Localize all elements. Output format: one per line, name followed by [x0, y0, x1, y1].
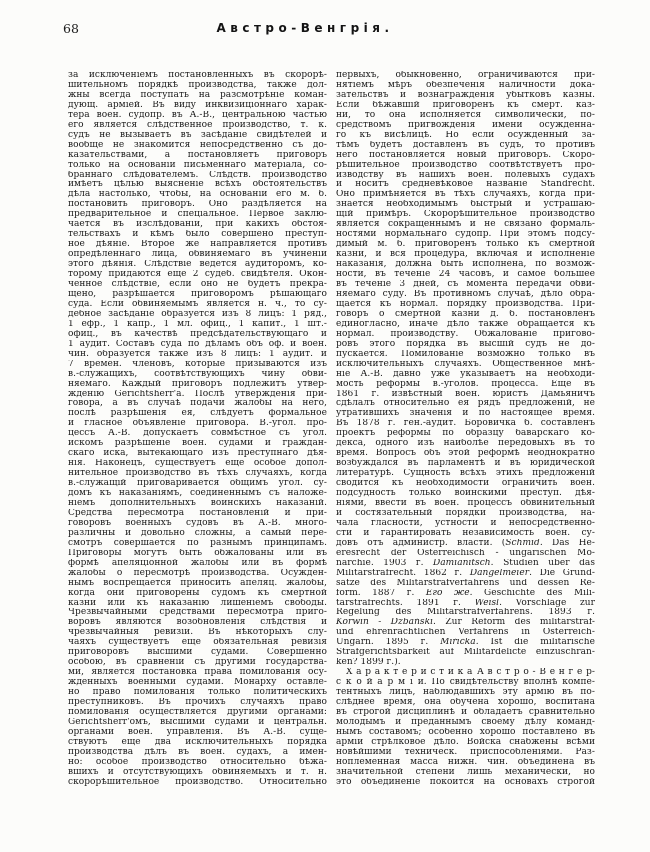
text-line: искомъ разрѣшеніе воен. судами и граждан- — [68, 439, 327, 449]
right-column — [336, 71, 595, 788]
text-line: Ungarn. 1895 г. Miřička. Ist die militärische — [336, 638, 595, 648]
text-line: молодымъ и преданнымъ своему дѣлу команд- — [336, 717, 595, 727]
text-line: формѣ апеляціонной жалобы или въ формѣ — [68, 558, 327, 568]
text-line: предварительное и спеціальное. Первое заклю- — [68, 210, 327, 220]
text-line: въ строгой дисциплинѣ и обладаетъ сравнительно — [336, 708, 595, 717]
text-line: жденію Gerichtsherr'a. Послѣ утвержденія при- — [68, 389, 327, 399]
text-line: Korwin - Dzbański. Zur Reform des militärstraf- — [336, 618, 595, 628]
text-line: 7 времен. членовъ, которые призываются изъ — [68, 359, 327, 369]
text-line: значительной степени лишь механически, но — [336, 767, 595, 777]
text-line: Средства пересмотра постановленій и при- — [68, 508, 327, 518]
text-line: въ теченіе 3 дней, съ момента передачи обви- — [336, 280, 595, 290]
text-line: Х а р а к т е р и с т и к а А в с т р о - В е н г е р- — [346, 668, 595, 678]
text-line: ми, является постановка права помилованія осу- — [68, 668, 327, 678]
text-line: изводству въ нашихъ воен. полевыхъ судахъ — [336, 170, 595, 180]
text-line: сдѣлалъ относительно ея рядъ предложеній, не — [336, 399, 595, 409]
text-line: цессъ А.-В. допускаетъ совмѣстное съ угол. — [68, 429, 327, 439]
text-line: Оно примѣняется въ тѣхъ случаяхъ, когда при- — [336, 190, 595, 200]
text-line: нятіемъ мѣръ обезпеченія наличности дока- — [336, 80, 595, 90]
text-line: ken? 1899 г.). — [336, 658, 401, 668]
text-line: преступниковъ. Въ прочихъ случаяхъ право — [68, 698, 327, 708]
text-line: 1861 г. извѣстный воен. юристъ Дамьяничъ — [336, 389, 595, 399]
text-line: и гласное объявленіе приговора. В.-угол. про- — [68, 419, 327, 429]
text-line: производства дѣлъ въ воен. судахъ, а имен- — [68, 747, 327, 757]
text-line: помилованія осуществляется другими органами: — [68, 708, 327, 717]
text-line: только на основаніи письменнаго матеріала, со- — [68, 160, 327, 170]
text-line: домъ къ наказаніямъ, соединеннымъ съ наложе- — [68, 489, 327, 499]
text-line: постановить приговоръ. Оно раздѣляется на — [68, 200, 327, 210]
text-line: чаяхъ существуетъ еще обязательная ревизія — [68, 638, 327, 648]
text-line: ное дѣяніе. Второе же направляется противъ — [68, 240, 327, 250]
text-line: чрезвычайныя ревизіи. Въ нѣкоторыхъ слу- — [68, 628, 327, 638]
text-line: утратившихъ значенія и по настоящее время. — [336, 409, 595, 419]
text-line: eresrecht der Österreichisch - ungarischen Mo- — [336, 548, 595, 558]
text-line: Приговоры могутъ быть обжалованы или въ — [68, 548, 327, 558]
text-line: в.-служащихъ, соотвѣтствующихъ чину обви- — [68, 369, 327, 379]
text-line: нительное производство въ тѣхъ случаяхъ, когда — [68, 469, 327, 479]
text-line: го къ висѣлицѣ. Но если осужденный за- — [336, 130, 595, 140]
text-line: Militärstrafrecht. 1862 г. Dangelmeier. Die Grund- — [336, 568, 595, 578]
text-line: ніе А.-В. давно уже указываетъ на необходи- — [336, 369, 595, 379]
text-line: рѣшительное производство соотвѣтствуетъ про- — [336, 160, 595, 170]
text-line: Gerichtsherr'омъ, высшими судами и центральн. — [68, 717, 327, 727]
text-line: вшихъ и отсутствующихъ обвиняемыхъ и т. н. — [68, 767, 327, 777]
text-line: время. Вопросъ объ этой реформѣ неоднократно — [336, 449, 595, 459]
text-line: жны всегда поступать на разсмотрѣніе коман- — [68, 90, 327, 100]
text-line: этого дѣянія. Слѣдствіе ведется аудиторомъ, ко- — [68, 260, 327, 270]
text-line: слѣднее время, она обучена хорошо, воспитана — [336, 698, 595, 708]
text-line: тентныхъ лицъ, наблюдавшихъ эту армію въ по- — [336, 688, 595, 698]
text-line: наказанія, должна быть исполнена, по возмож- — [336, 260, 595, 270]
text-line: проектъ реформы по образцу баварскаго ко- — [336, 429, 595, 439]
left-column — [68, 71, 327, 788]
text-line: чала гласности, устности и непосредственно- — [336, 518, 595, 528]
text-line: говора, а въ случаѣ подачи жалобы на него, — [68, 399, 327, 409]
text-line: дующ. арміей. Въ виду инквизиціоннаго харак- — [68, 100, 327, 110]
text-line: чается въ изслѣдованіи, при какихъ обстоя- — [68, 220, 327, 230]
text-line: тѣмъ будетъ доставленъ въ судъ, то противъ — [336, 140, 595, 150]
text-line: скаго иска, вытекающаго изъ преступнаго дѣя- — [68, 449, 327, 459]
text-line: довъ отъ администр. власти. (Schmid. Das He- — [336, 538, 595, 548]
text-line: судъ не вызываетъ въ засѣданіе свидѣтелей и — [68, 130, 327, 140]
text-line: сводится къ необходимости ограничить воен. — [336, 479, 595, 489]
text-line: является сокращеннымъ и не связано формаль- — [336, 220, 595, 230]
text-line: органами воен. управленія. Въ А.-В. суще- — [68, 727, 327, 737]
text-line: щается къ нормал. порядку производства. При- — [336, 299, 595, 309]
text-line: подсудность только воинскими преступ. дѣя- — [336, 489, 595, 499]
text-line: 1 ефр., 1 капр., 1 мл. офиц., 1 капит., 1 шт.- — [68, 319, 327, 329]
text-line: тера воен. судопр. въ А.-В., центральною частью — [68, 110, 327, 120]
text-line: возбуждался въ парламентѣ и въ юридической — [336, 459, 595, 469]
text-line: ности, въ теченіе 24 часовъ, и самое большее — [336, 270, 595, 280]
text-line: Если бѣжавшій приговоренъ къ смерт. каз- — [336, 100, 595, 110]
text-line: нормал. производству. Обжалованіе пригово- — [336, 329, 595, 339]
text-line: скорорѣшительное производство. Относительно — [68, 777, 327, 787]
text-line: его является слѣдственное производство, т. к. — [68, 120, 327, 130]
text-line: смотръ совершается по разнымъ принципамъ. — [68, 538, 327, 548]
text-line: различны и довольно сложны, а самый пере- — [68, 528, 327, 538]
text-line: это объединеніе покоится на основахъ строгой — [336, 777, 595, 787]
text-line: воровъ являются возобновленія слѣдствія и — [68, 618, 327, 628]
page-header-title: Австро-Венгрія. — [216, 21, 394, 35]
text-line: декса, одного изъ наиболѣе передовыхъ въ то — [336, 439, 595, 449]
text-line: пускается. Помилованіе возможно только въ — [336, 349, 595, 359]
text-line: него постановляется новый приговоръ. Скоро- — [336, 150, 595, 160]
text-columns — [68, 71, 595, 788]
text-line: Strafgerichtsbarkeit auf Militärdelicte einzuschrän- — [336, 648, 595, 658]
text-line: первыхъ, обыкновенно, ограничиваются при- — [336, 71, 595, 80]
text-line: офиц., въ качествѣ предсѣдательствующаго и — [68, 329, 327, 339]
text-line: торому придаются еще 2 судеб. свидѣтеля. Окон- — [68, 270, 327, 280]
text-line: няемаго. Каждый приговоръ подлежитъ утвер- — [68, 379, 327, 389]
text-line: послѣ разрѣшенія ея, слѣдуетъ формальное — [68, 409, 327, 419]
text-line: исключительныхъ случаяхъ. Общественное мнѣ- — [336, 359, 595, 369]
text-line: жденныхъ военными судами. Монарху оставле- — [68, 678, 327, 688]
text-line: шительномъ порядкѣ производства, также дол- — [68, 80, 327, 90]
text-line: литературѣ. Сущность всѣхъ этихъ предложеній — [336, 469, 595, 479]
text-line: казательствами, а постановляетъ приговоръ — [68, 150, 327, 160]
text-line: знается необходимымъ быстрый и устрашаю- — [336, 200, 595, 210]
text-line: имѣетъ цѣлью выясненіе всѣхъ обстоятельствъ — [68, 180, 327, 190]
text-line: ровъ этого порядка въ высшій судъ не до- — [336, 339, 595, 349]
text-line: ніемъ дополнительныхъ воинскихъ наказаній. — [68, 498, 327, 508]
text-line: зательствъ и вознагражденія убытковъ казны. — [336, 90, 595, 100]
text-line: димый м. б. приговоренъ только къ смертной — [336, 240, 595, 250]
text-line: ченное слѣдствіе, если оно не будетъ прекра- — [68, 280, 327, 290]
text-line: опредѣленнаго лица, обвиняемаго въ учиненіи — [68, 250, 327, 260]
text-line: дебное засѣданіе образуется изъ 8 лицъ: 1 ряд., — [68, 309, 327, 319]
text-line: нія. Наконецъ, существуетъ еще особое допол- — [68, 459, 327, 469]
text-line: und ehrenrächtlichen Verfahrens in Österreich- — [336, 628, 595, 638]
text-line: нымъ воспрещается приносить апеляц. жалобы, — [68, 578, 327, 588]
text-line: ноплеменная масса нижн. чин. объединена въ — [336, 757, 595, 767]
text-line: единогласно, иначе дѣло также обращается къ — [336, 319, 595, 329]
text-line: sätze des Militärstrafverfahrens und dessen Re- — [336, 578, 595, 588]
text-line: с к о й а р м і и. По свидѣтельству вполнѣ компе- — [336, 678, 595, 688]
text-line: жалобы о пересмотрѣ производства. Осужден- — [68, 568, 327, 578]
text-line: ствуютъ еще два исключительныхъ порядка — [68, 737, 327, 747]
text-line: мость реформы в.-уголов. процесса. Еще въ — [336, 379, 595, 389]
text-line: приговоровъ высшими судами. Совершенно — [68, 648, 327, 658]
text-line: и носитъ средневѣковое названіе Standrecht. — [336, 180, 595, 190]
text-line: суда. Если обвиняемымъ является н. ч., то су- — [68, 299, 327, 309]
text-line: Regelung des Militärstrafverfahrens. 1893 г. — [336, 608, 595, 618]
text-line: Въ 1878 г. ген.-аудит. Боровичка б. составленъ — [336, 419, 595, 429]
text-line: чин. образуется также изъ 8 лицъ: 1 аудит. и — [68, 349, 327, 359]
text-line: form. 1887 г. Его же. Geschichte des Mili- — [336, 588, 595, 598]
text-line: когда они приговорены судомъ къ смертной — [68, 588, 327, 598]
text-line: особою, въ сравненіи съ другими государства- — [68, 658, 327, 668]
text-line: сти и гарантировать независимость воен. су- — [336, 528, 595, 538]
text-line: ностями нормальнаго судопр. При этомъ подсу- — [336, 230, 595, 240]
text-line: говоръ о смертной казни д. б. постановленъ — [336, 309, 595, 319]
page-number: 68 — [63, 21, 79, 36]
text-line: в.-служащій приговаривается общимъ угол. су- — [68, 479, 327, 489]
text-line: браннаго слѣдователемъ. Слѣдств. производство — [68, 170, 327, 180]
text-line: 1 аудит. Составъ суда по дѣламъ объ оф. и воен. — [68, 339, 327, 349]
text-line: няемаго суду. Въ противномъ случаѣ, дѣло обра- — [336, 289, 595, 299]
text-line: tärstrafrechts. 1891 г. Weisl. Vorschläge zur — [336, 598, 595, 608]
text-line: казни или къ наказанію лишеніемъ свободы. — [68, 598, 327, 608]
text-line: новѣйшими техническ. приспособленіями. Раз- — [336, 747, 595, 757]
text-line: средствомъ пригвожденія имени осужденна- — [336, 120, 595, 130]
text-line: вообще не знакомится непосредственно съ до- — [68, 140, 327, 150]
text-line: дѣла настолько, чтобы, на основаніи его м. б. — [68, 190, 327, 200]
text-line: но: особое производство относительно бѣжа- — [68, 757, 327, 767]
text-line: и состязательный порядки производства, на- — [336, 508, 595, 518]
text-line: говоровъ военныхъ судовъ въ А.-В. много- — [68, 518, 327, 528]
text-line: нымъ составомъ; особенно хорошо поставлено въ — [336, 727, 595, 737]
text-line: щій примѣръ. Скорорѣшительное производство — [336, 210, 595, 220]
text-line: тельствахъ и кѣмъ было совершено преступ- — [68, 230, 327, 240]
text-line: арміи стрѣлковое дѣло. Войска снабжены всѣми — [336, 737, 595, 747]
text-line: Чрезвычайными средствами пересмотра приго- — [68, 608, 327, 618]
text-line: казни, и вся процедура, включая и исполненіе — [336, 250, 595, 260]
text-line: narchie. 1903 г. Damianitsch. Studien über das — [336, 558, 595, 568]
text-line: ни, то она исполняется символически, по- — [336, 110, 595, 120]
text-line: но право помилованія только политическихъ — [68, 688, 327, 698]
text-line: за исключеніемъ постановленныхъ въ скорорѣ- — [68, 71, 327, 80]
text-line: ніями, ввести въ воен. процессъ обвинительный — [336, 498, 595, 508]
text-line: щено, разрѣшается приговоромъ рѣшающаго — [68, 289, 327, 299]
